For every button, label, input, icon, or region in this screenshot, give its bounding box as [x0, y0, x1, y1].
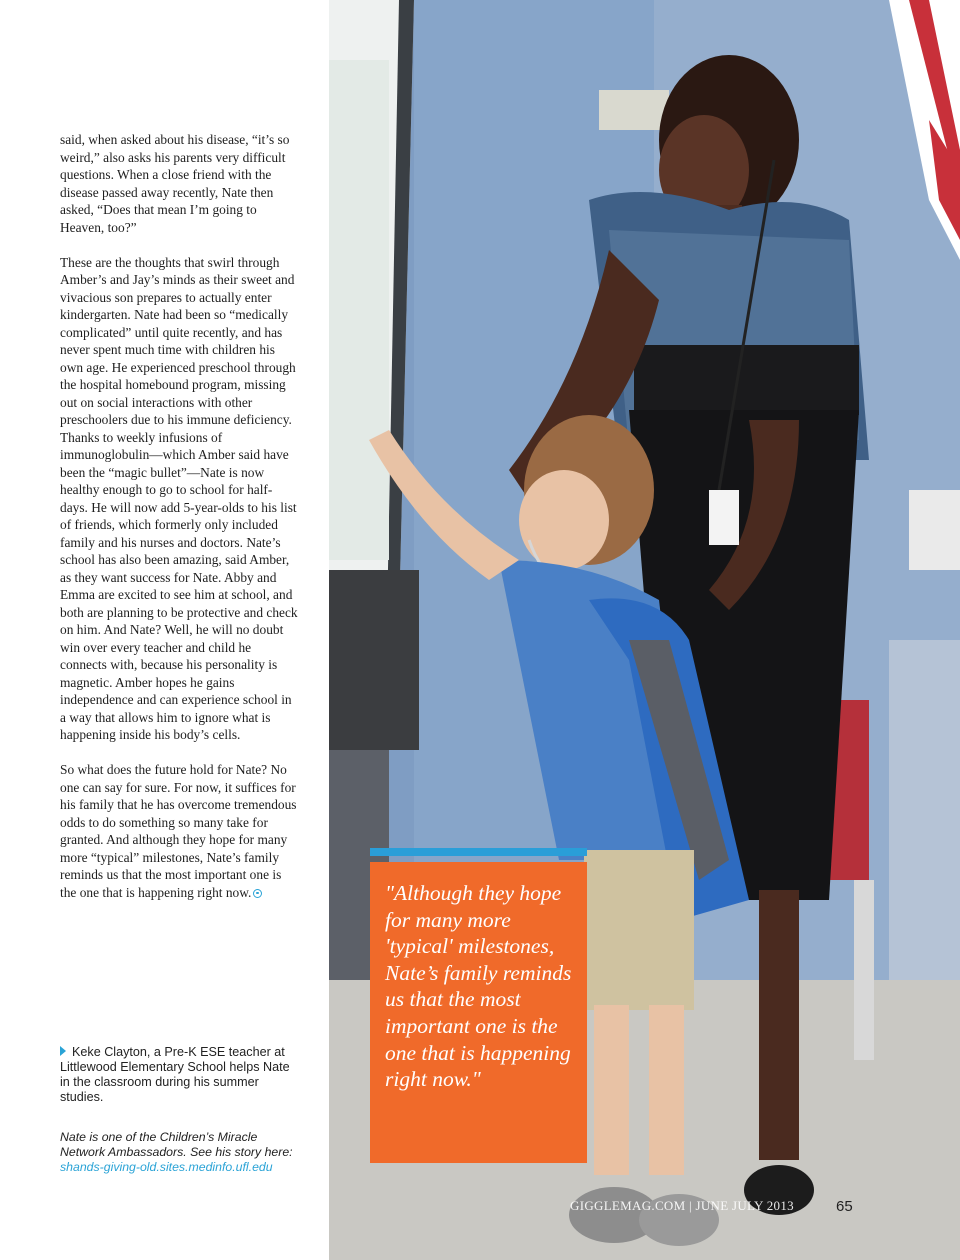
ambassador-text: Nate is one of the Children’s Miracle Network Ambassadors. See his story here: — [60, 1130, 293, 1159]
article-paragraph-text: So what does the future hold for Nate? No one can say for sure. For now, it suffices for his family that he has overcome tremendous odds to do something so many take for granted. And although they hope for many more “typical” milestones, Nate’s family reminds us that the most important one is the one that is happening right now. — [60, 762, 297, 900]
magazine-footer: GIGGLEMAG.COM | JUNE JULY 2013 — [570, 1198, 794, 1213]
article-paragraph: said, when asked about his disease, “it’s so weird,” also asks his parents very difficult questions. When a close friend with the disease passed away recently, Nate then asked, “Does that mean I’m going to Heaven, too?” — [60, 132, 290, 235]
photo-caption — [60, 1045, 290, 1105]
photo-caption-text: Keke Clayton, a Pre-K ESE teacher at Littlewood Elementary School helps Nate in the classroom during his summer studies. — [60, 1045, 290, 1104]
article-paragraph — [60, 761, 300, 901]
end-of-article-icon — [253, 889, 262, 898]
article-column — [60, 131, 300, 919]
article-paragraph: These are the thoughts that swirl through Amber’s and Jay’s minds as their sweet and vivacious son prepares to actually enter kindergarten. Nate had been so “medically complicated” until quite recently, and has never spent much time with children his own age. He experienced preschool through the hospital homebound program, missing out on social interactions with other preschoolers due to his immune deficiency. Thanks to weekly infusions of immunoglobulin—which Amber said have been the “magic bullet”—Nate is now healthy enough to go to school for half-days. He will now add 5-year-olds to his list of friends, which formerly only included family and his nurses and doctors. Nate’s school has also been amazing, said Amber, as they want success for Nate. Abby and Emma are excited to see him at school, and both are planning to be protective and check on him. And Nate? Well, he will no doubt win over every teacher and child he connects with, because his personality is magnetic. Amber hopes he gains independence and can experience school in a way that allows him to ignore what is happening inside his body’s cells. — [60, 254, 298, 742]
pull-quote-text: "Although they hope for many more 'typical' milestones, Nate’s family reminds us that the most important one is the one that is happening right now." — [385, 881, 572, 1092]
pull-quote-accent-bar — [370, 848, 587, 856]
ambassador-note — [60, 1130, 300, 1175]
story-link[interactable]: shands-giving-old.sites.medinfo.ufl.edu — [60, 1160, 273, 1174]
caption-arrow-icon — [60, 1046, 66, 1056]
page-number: 65 — [836, 1198, 853, 1215]
